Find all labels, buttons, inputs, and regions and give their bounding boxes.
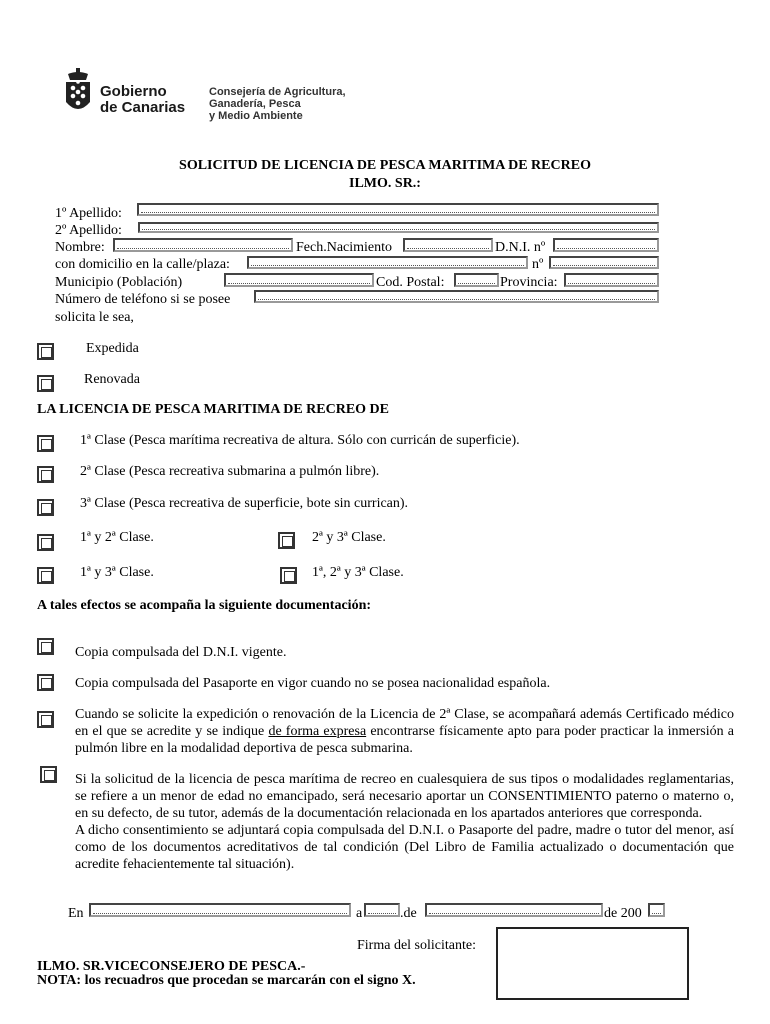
date-day-field[interactable] (364, 903, 400, 917)
doc-dni-checkbox[interactable] (37, 638, 54, 655)
provincia-label: Provincia: (500, 275, 558, 290)
domicilio-label: con domicilio en la calle/plaza: (55, 257, 230, 272)
department-name (209, 86, 346, 122)
nota-text: : los recuadros que procedan se marcarán con el signo X. (76, 973, 416, 988)
clase3-label: 3ª Clase (Pesca recreativa de superficie, bote sin currican). (80, 496, 409, 511)
clase1-label: 1ª Clase (Pesca marítima recreativa de altura. Sólo con curricán de superficie). (80, 433, 520, 448)
dept-line-3: y Medio Ambiente (209, 110, 303, 122)
licence-heading: LA LICENCIA DE PESCA MARITIMA DE RECREO DE (37, 402, 390, 417)
nota-label: NOTA (37, 973, 77, 988)
clase123-checkbox[interactable] (280, 567, 297, 584)
dni-field[interactable] (553, 238, 659, 252)
clase2-label: 2ª Clase (Pesca recreativa submarina a pulmón libre). (80, 464, 380, 479)
clase12-label: 1ª y 2ª Clase. (80, 530, 154, 545)
nota (37, 973, 416, 989)
telefono-label: Número de teléfono si se posee (55, 292, 231, 307)
clase13-checkbox[interactable] (37, 567, 54, 584)
clase12-checkbox[interactable] (37, 534, 54, 551)
addressee: ILMO. SR.VICECONSEJERO DE PESCA.- (37, 959, 306, 974)
date-de-label: .de (400, 906, 417, 921)
menor-paragraph-1: Si la solicitud de la licencia de pesca marítima de recreo en cualesquiera de sus tipos o modalidades reglamentarias, se refiere a un menor de edad no emancipado, será necesario aportar un CONSENTIMIENTO paterno o materno o, en su defecto, de su tutor, además de la documentación relacionada en los apartados anteriores que corresponda. (75, 772, 734, 821)
clase2-checkbox[interactable] (37, 466, 54, 483)
domicilio-field[interactable] (247, 256, 528, 269)
logo-text (100, 84, 185, 116)
cert-text-pre: Cuando se solicite la expedición o renovación de la Licencia de 2ª Clase, se acompañará además Certificado médico en el que se acredite y se indique (75, 707, 734, 739)
clase13-label: 1ª y 3ª Clase. (80, 565, 154, 580)
cert-text-post: encontrarse físicamente apto para poder practicar la inmersión a pulmón libre en la modalidad deportiva de pesca submarina. (75, 724, 734, 756)
date-a-label: a (356, 906, 363, 921)
apellido2-field[interactable] (138, 222, 659, 233)
nombre-field[interactable] (113, 238, 293, 252)
logo-line-2: de Canarias (100, 99, 186, 116)
apellido2-label: 2º Apellido: (55, 223, 122, 238)
logo-line-1: Gobierno (100, 83, 167, 100)
nombre-label: Nombre: (55, 240, 105, 255)
cod-postal-field[interactable] (454, 273, 499, 287)
date-en-label: En (68, 906, 84, 921)
signature-label: Firma del solicitante: (357, 938, 476, 953)
municipio-label: Municipio (Población) (55, 275, 183, 290)
expedida-checkbox[interactable] (37, 343, 54, 360)
apellido1-label: 1º Apellido: (55, 206, 122, 221)
clase1-checkbox[interactable] (37, 435, 54, 452)
doc-certificado-checkbox[interactable] (37, 711, 54, 728)
form-title: SOLICITUD DE LICENCIA DE PESCA MARITIMA DE RECREO (179, 158, 591, 173)
doc-menor-text (75, 771, 734, 873)
dni-label: D.N.I. nº (495, 240, 546, 255)
numero-label: nº (532, 257, 544, 272)
clase3-checkbox[interactable] (37, 499, 54, 516)
signature-box[interactable] (496, 927, 689, 1000)
doc-certificado-text (75, 706, 734, 757)
telefono-field[interactable] (254, 290, 659, 303)
form-subtitle: ILMO. SR.: (349, 176, 421, 191)
date-year-field[interactable] (648, 903, 665, 917)
doc-pasaporte-label: Copia compulsada del Pasaporte en vigor cuando no se posea nacionalidad española. (75, 676, 551, 691)
date-month-field[interactable] (425, 903, 603, 917)
coat-of-arms-icon (62, 68, 94, 120)
cod-postal-label: Cod. Postal: (376, 275, 445, 290)
cert-text-underline: de forma expresa (268, 724, 367, 739)
docs-heading: A tales efectos se acompaña la siguiente documentación: (37, 598, 372, 613)
apellido1-field[interactable] (137, 203, 659, 216)
fech-nacimiento-field[interactable] (403, 238, 493, 252)
dept-line-2: Ganadería, Pesca (209, 98, 301, 110)
clase23-label: 2ª y 3ª Clase. (312, 530, 386, 545)
expedida-label: Expedida (86, 341, 139, 356)
clase23-checkbox[interactable] (278, 532, 295, 549)
municipio-field[interactable] (224, 273, 374, 287)
dept-line-1: Consejería de Agricultura, (209, 86, 346, 98)
renovada-label: Renovada (84, 372, 140, 387)
provincia-field[interactable] (564, 273, 659, 287)
doc-dni-label: Copia compulsada del D.N.I. vigente. (75, 645, 287, 660)
numero-field[interactable] (549, 256, 659, 269)
solicita-label: solicita le sea, (55, 310, 134, 325)
fech-nacimiento-label: Fech.Nacimiento (296, 240, 393, 255)
date-place-field[interactable] (89, 903, 351, 917)
clase123-label: 1ª, 2ª y 3ª Clase. (312, 565, 404, 580)
doc-menor-checkbox[interactable] (40, 766, 57, 783)
renovada-checkbox[interactable] (37, 375, 54, 392)
menor-paragraph-2: A dicho consentimiento se adjuntará copia compulsada del D.N.I. o Pasaporte del padre, madre o tutor del menor, así como de los documentos acreditativos de tal condición (Del Libro de Familia actualizado o documentación que acredite fehacientemente tal situación). (75, 823, 734, 872)
doc-pasaporte-checkbox[interactable] (37, 674, 54, 691)
date-de200-label: de 200 (604, 906, 642, 921)
